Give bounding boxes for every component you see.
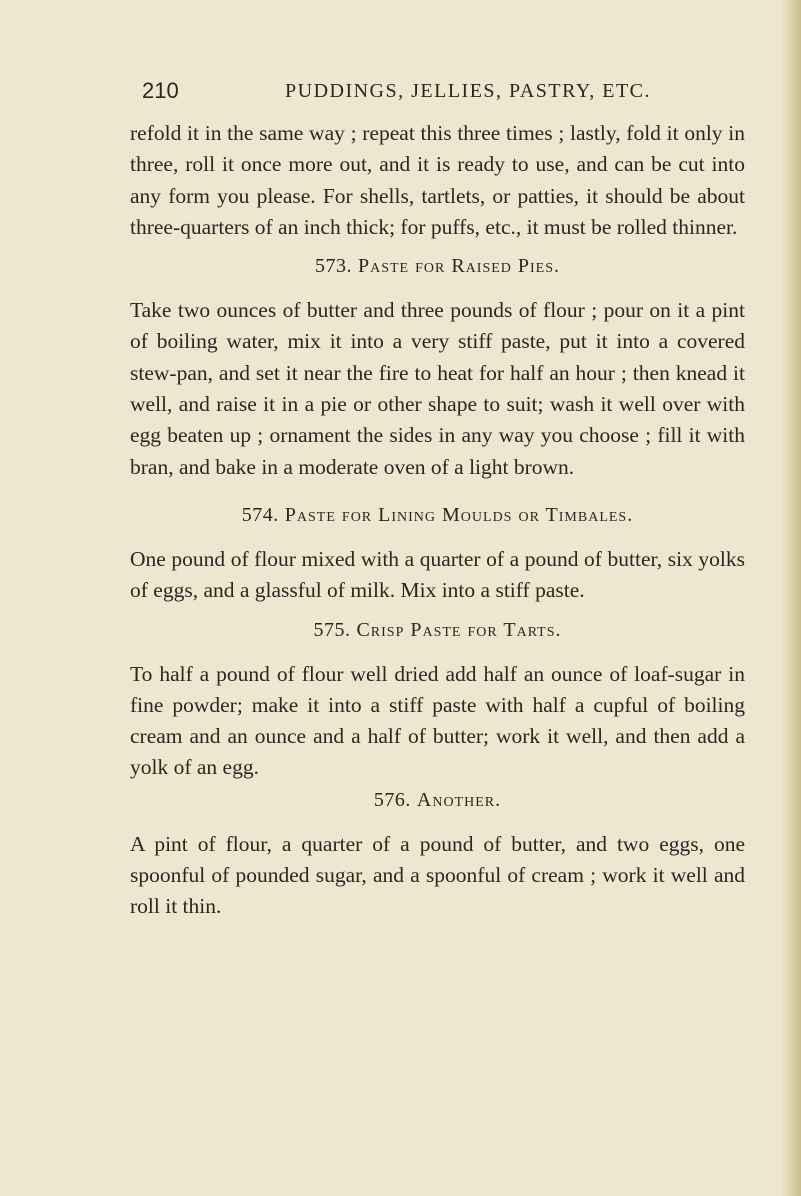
recipe-heading-575 [130, 616, 745, 644]
recipe-heading-574 [130, 501, 745, 529]
page-edge-shadow [781, 0, 801, 1196]
recipe-number: 575. [313, 618, 351, 641]
paragraph-intro: refold it in the same way ; repeat this three times ; lastly, fold it only in three, roll it once more out, and it is ready to use, and can be cut into any form you please. For shells, tartlets, or patties, it should be about three-quarters of an inch thick; for puffs, etc., it must be rolled thinner. [130, 121, 745, 239]
paragraph-574: One pound of flour mixed with a quarter of a pound of butter, six yolks of eggs, and a glassful of milk. Mix into a stiff paste. [130, 546, 745, 603]
page-header [0, 78, 801, 108]
recipe-title: Paste for Lining Moulds or Timbales. [284, 503, 634, 526]
paragraph-576: A pint of flour, a quarter of a pound of butter, and two eggs, one spoonful of pounded sugar, and a spoonful of cream ; work it well and roll it thin. [130, 831, 745, 919]
recipe-title: Crisp Paste for Tarts. [356, 618, 562, 641]
page-body [130, 118, 745, 923]
recipe-title: Another. [416, 788, 502, 811]
recipe-number: 574. [241, 503, 279, 526]
recipe-heading-573 [130, 252, 745, 280]
running-title: PUDDINGS, JELLIES, PASTRY, ETC. [285, 80, 652, 102]
recipe-number: 573. [314, 255, 352, 278]
page-number: 210 [142, 78, 179, 103]
recipe-title: Paste for Raised Pies. [357, 255, 561, 278]
recipe-heading-576 [130, 786, 745, 814]
recipe-number: 576. [373, 788, 411, 811]
paragraph-573: Take two ounces of butter and three pounds of flour ; pour on it a pint of boiling water, mix it into a very stiff paste, put it into a covered stew-pan, and set it near the fire to heat for half an hour ; then knead it well, and raise it in a pie or other shape to suit; wash it well over with egg beaten up ; ornament the sides in any way you choose ; fill it with bran, and bake in a moderate oven of a light brown. [130, 298, 745, 479]
paragraph-575: To half a pound of flour well dried add half an ounce of loaf-sugar in fine powder; make it into a stiff paste with half a cupful of boiling cream and an ounce and a half of butter; work it well, and then add a yolk of an egg. [130, 661, 745, 780]
